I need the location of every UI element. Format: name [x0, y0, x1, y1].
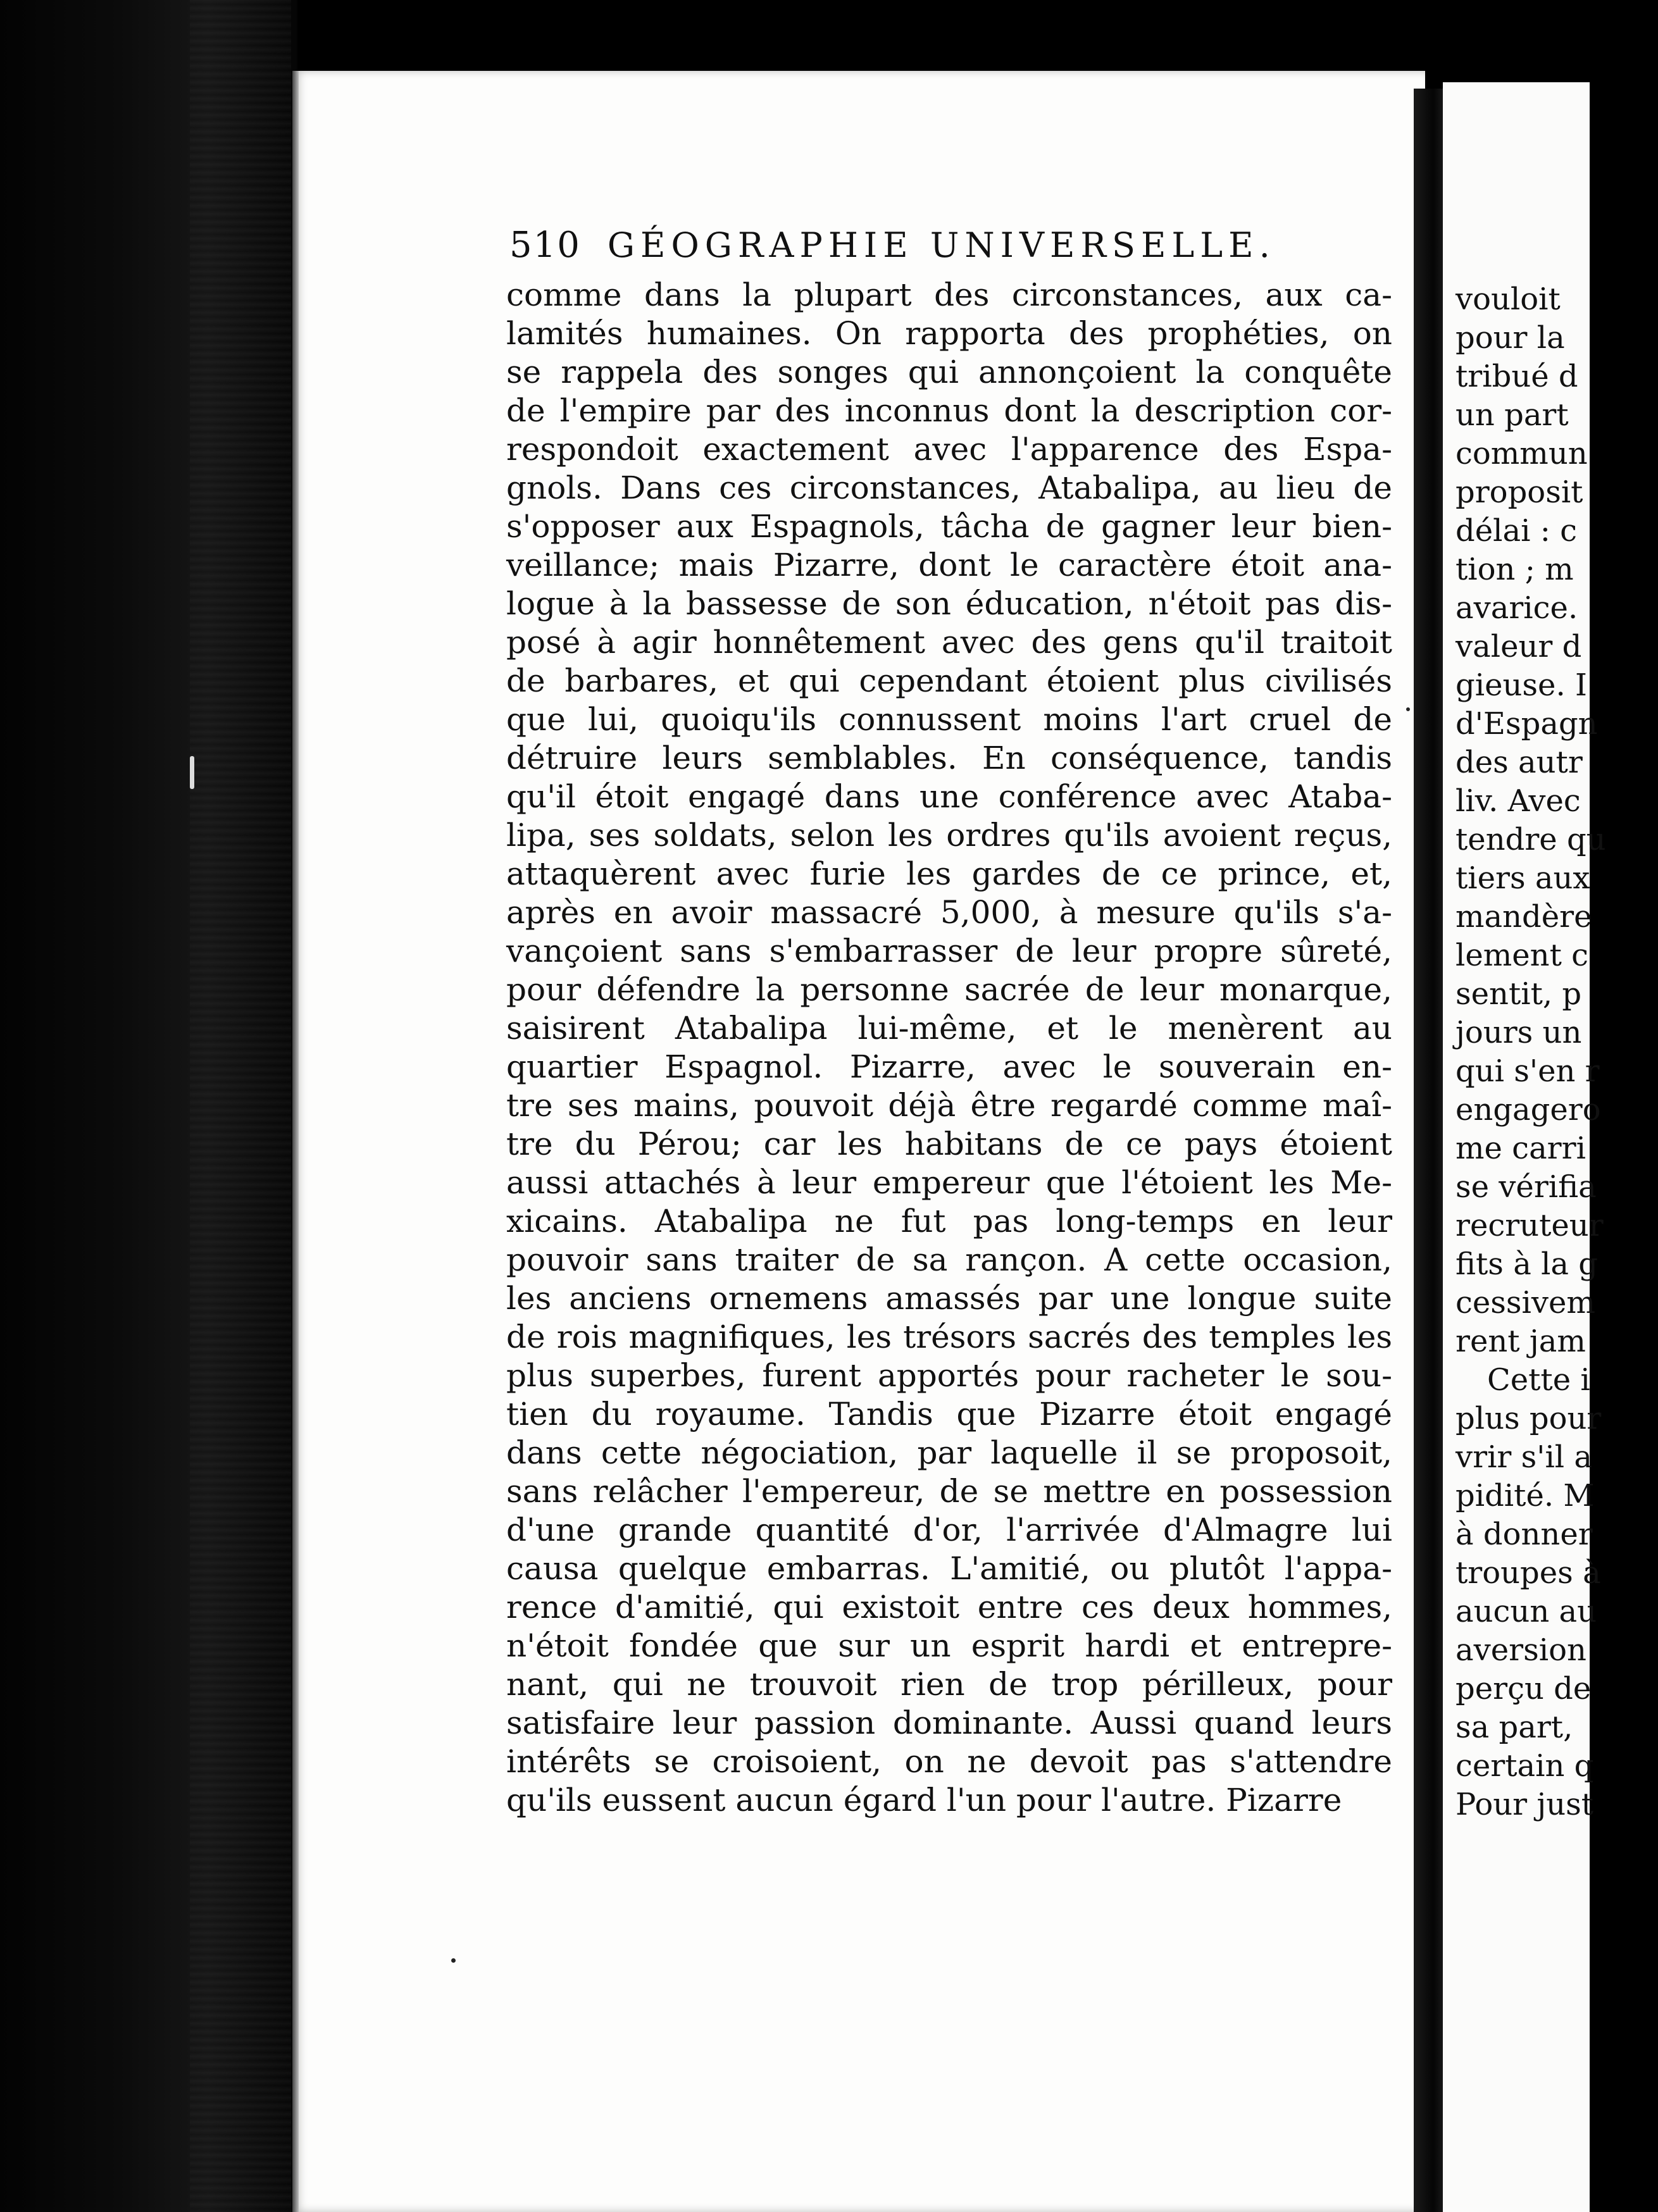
right-text-line: vrir s'il a — [1455, 1439, 1593, 1475]
text-line: que lui, quoiqu'ils connussent moins l'art cruel de — [506, 701, 1392, 738]
text-line: respondoit exactement avec l'apparence des Espa- — [506, 431, 1392, 468]
text-line: attaquèrent avec furie les gardes de ce prince, et, — [506, 855, 1392, 892]
text-line: comme dans la plupart des circonstances, aux ca- — [506, 276, 1392, 313]
right-text-line: certain q — [1455, 1748, 1594, 1784]
right-text-line: jours un — [1455, 1015, 1582, 1050]
right-text-line: un part — [1455, 397, 1569, 433]
right-text-line: valeur d — [1455, 629, 1582, 664]
text-line: d'une grande quantité d'or, l'arrivée d'Almagre lui — [506, 1512, 1392, 1548]
right-text-line: délai : c — [1455, 513, 1578, 549]
running-header — [509, 225, 1281, 269]
running-title: GÉOGRAPHIE UNIVERSELLE. — [607, 225, 1276, 265]
text-line: qu'ils eussent aucun égard l'un pour l'autre. Pizarre — [506, 1782, 1342, 1818]
right-text-line: liv. Avec — [1455, 783, 1581, 819]
text-line: de rois magnifiques, les trésors sacrés des temples les — [506, 1319, 1392, 1355]
right-text-line: sa part, — [1455, 1710, 1573, 1745]
right-page-text — [1455, 280, 1658, 1824]
text-line: qu'il étoit engagé dans une conférence avec Ataba- — [506, 778, 1392, 815]
right-text-line: rent jam — [1455, 1324, 1586, 1359]
text-line: les anciens ornemens amassés par une longue suite — [506, 1280, 1392, 1317]
text-line: rence d'amitié, qui existoit entre ces deux hommes, — [506, 1589, 1392, 1625]
ink-speck — [1406, 707, 1410, 711]
right-text-line: qui s'en r — [1455, 1053, 1600, 1089]
text-line: dans cette négociation, par laquelle il se proposoit, — [506, 1434, 1392, 1471]
right-text-line: pour la — [1455, 320, 1565, 356]
text-line: détruire leurs semblables. En conséquence, tandis — [506, 740, 1392, 776]
right-text-line: perçu de — [1455, 1671, 1592, 1706]
text-line: xicains. Atabalipa ne fut pas long-temps en leur — [506, 1203, 1392, 1240]
text-line: nant, qui ne trouvoit rien de trop périlleux, pour — [506, 1666, 1392, 1703]
text-line: intérêts se croisoient, on ne devoit pas s'attendre — [506, 1743, 1392, 1780]
right-text-line: tiers aux — [1455, 861, 1590, 896]
text-line: causa quelque embarras. L'amitié, ou plutôt l'appa- — [506, 1550, 1392, 1587]
text-line: satisfaire leur passion dominante. Aussi quand leurs — [506, 1705, 1392, 1741]
right-text-line: d'Espagn — [1455, 706, 1598, 742]
text-line: veillance; mais Pizarre, dont le caractère étoit ana- — [506, 547, 1392, 583]
right-text-line: tion ; m — [1455, 552, 1574, 587]
text-line: posé à agir honnêtement avec des gens qu'il traitoit — [506, 624, 1392, 661]
margin-mark — [190, 756, 194, 789]
right-text-line: cessivem — [1455, 1285, 1595, 1320]
text-line: pour défendre la personne sacrée de leur monarque, — [506, 971, 1392, 1008]
right-text-line: recruteur — [1455, 1208, 1604, 1243]
right-text-line: à donner — [1455, 1517, 1593, 1552]
text-line: aussi attachés à leur empereur que l'étoient les Me- — [506, 1164, 1392, 1201]
right-text-line: se vérifia — [1455, 1169, 1597, 1205]
text-line: de barbares, et qui cependant étoient plus civilisés — [506, 662, 1392, 699]
text-line: logue à la bassesse de son éducation, n'étoit pas dis- — [506, 585, 1392, 622]
text-line: pouvoir sans traiter de sa rançon. A cette occasion, — [506, 1241, 1392, 1278]
text-line: tien du royaume. Tandis que Pizarre étoit engagé — [506, 1396, 1392, 1432]
text-line: lipa, ses soldats, selon les ordres qu'ils avoient reçus, — [506, 817, 1392, 854]
right-text-line: proposit — [1455, 475, 1583, 510]
right-text-line: plus pour — [1455, 1401, 1602, 1436]
right-text-line: Pour just — [1455, 1787, 1594, 1822]
text-line: lamités humaines. On rapporta des prophéties, on — [506, 315, 1392, 352]
text-line: gnols. Dans ces circonstances, Atabalipa, au lieu de — [506, 469, 1392, 506]
text-line: après en avoir massacré 5,000, à mesure qu'ils s'a- — [506, 894, 1392, 931]
text-line: vançoient sans s'embarrasser de leur propre sûreté, — [506, 933, 1392, 969]
text-line: tre ses mains, pouvoit déjà être regardé comme maî- — [506, 1087, 1392, 1124]
page-number: 510 — [509, 225, 581, 266]
right-text-line: mandère — [1455, 899, 1592, 935]
ink-speck — [451, 1958, 456, 1963]
right-text-line: sentit, p — [1455, 976, 1582, 1012]
text-line: se rappela des songes qui annonçoient la conquête — [506, 354, 1392, 390]
right-text-line: aucun au — [1455, 1594, 1597, 1629]
text-line: de l'empire par des inconnus dont la description cor- — [506, 392, 1392, 429]
text-line: sans relâcher l'empereur, de se mettre en possession — [506, 1473, 1392, 1510]
right-text-line: gieuse. I — [1455, 668, 1587, 703]
right-text-line: Cette i — [1487, 1362, 1590, 1398]
right-text-line: aversion — [1455, 1632, 1586, 1668]
right-text-line: engagero — [1455, 1092, 1601, 1128]
right-text-line: fits à la g — [1455, 1246, 1599, 1282]
text-line: saisirent Atabalipa lui-même, et le menèrent au — [506, 1010, 1392, 1047]
right-text-line: me carri — [1455, 1131, 1586, 1166]
left-page-edge — [292, 71, 299, 2212]
text-line: s'opposer aux Espagnols, tâcha de gagner leur bien- — [506, 508, 1392, 545]
right-text-line: commun — [1455, 436, 1588, 471]
text-line: plus superbes, furent apportés pour racheter le sou- — [506, 1357, 1392, 1394]
gutter-texture — [190, 0, 291, 2212]
right-text-line: avarice. — [1455, 590, 1578, 626]
right-text-line: tribué d — [1455, 359, 1578, 394]
right-text-line: troupes à — [1455, 1555, 1601, 1591]
right-text-line: vouloit — [1455, 282, 1561, 317]
text-line: n'étoit fondée que sur un esprit hardi et entrepre- — [506, 1627, 1392, 1664]
right-text-line: pidité. M — [1455, 1478, 1595, 1513]
right-text-line: lement c — [1455, 938, 1589, 973]
left-page-text — [506, 276, 1392, 1820]
text-line: tre du Pérou; car les habitans de ce pays étoient — [506, 1126, 1392, 1162]
right-text-line: tendre qu — [1455, 822, 1606, 857]
text-line: quartier Espagnol. Pizarre, avec le souverain en- — [506, 1048, 1392, 1085]
right-text-line: des autr — [1455, 745, 1583, 780]
